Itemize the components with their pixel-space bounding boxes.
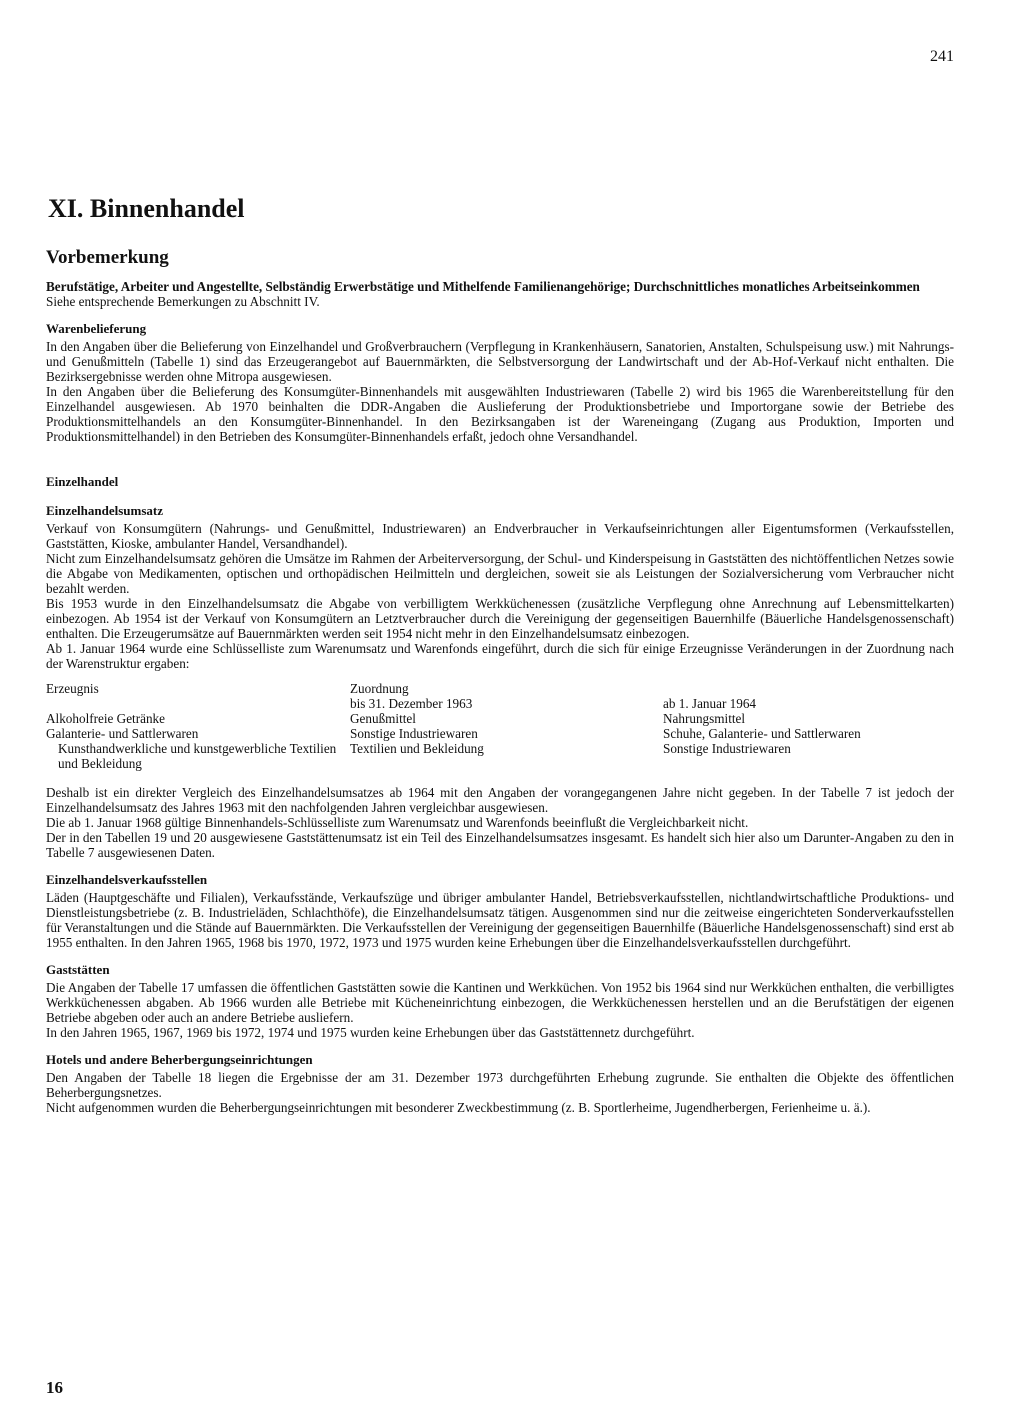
intro-text: Siehe entsprechende Bemerkungen zu Abschnitt IV.	[46, 294, 320, 309]
umsatz-paragraph-6: Die ab 1. Januar 1968 gültige Binnenhandels-Schlüsselliste zum Warenumsatz und Warenfonds beeinflußt die Vergleichbarkeit nicht.	[46, 815, 749, 830]
footer-page-marker: 16	[46, 1378, 63, 1397]
page-number: 241	[930, 48, 954, 65]
table-cell-bis: Textilien und Bekleidung	[350, 741, 484, 756]
einzelhandel-heading: Einzelhandel	[46, 474, 119, 489]
table-cell-bis: Sonstige Industriewaren	[350, 726, 478, 741]
umsatz-paragraph-3: Bis 1953 wurde in den Einzelhandelsumsatz die Abgabe von verbilligtem Werkküchenessen (zusätzliche Verpflegung ohne Anrechnung auf Lebensmittelkarten) einbezogen. Ab 1954 ist der Verkauf von Konsumgütern an Letztverbraucher durch die Vereinigung der gegenseitigen Bauernhilfe (Bäuerliche Handelsgenossenschaft) enthalten. Die Erzeugerumsätze auf Bauernmärkten werden seit 1954 nicht mehr in den Einzelhandelsumsatz einbezogen.	[46, 596, 954, 641]
umsatz-paragraph-5: Deshalb ist ein direkter Vergleich des Einzelhandelsumsatzes ab 1964 mit den Angaben der vorangegangenen Jahre nicht gegeben. In der Tabelle 7 ist jedoch der Einzelhandelsumsatz des Jahres 1963 mit den nachfolgenden Jahren vergleichbar ausgewiesen.	[46, 785, 954, 815]
zuordnung-bis-column	[350, 681, 663, 771]
zuordnung-ab-column	[663, 681, 954, 771]
gaststaetten-paragraph-2: In den Jahren 1965, 1967, 1969 bis 1972, 1974 und 1975 wurden keine Erhebungen über das Gaststättennetz durchgeführt.	[46, 1025, 695, 1040]
hotels-heading: Hotels und andere Beherbergungseinrichtungen	[46, 1052, 313, 1067]
section-title: Vorbemerkung	[46, 247, 169, 268]
gaststaetten-paragraph-1: Die Angaben der Tabelle 17 umfassen die öffentlichen Gaststätten sowie die Kantinen und Werkküchen. Von 1952 bis 1964 sind nur Werkküchen enthalten, die verbilligtes Werkküchenessen abgaben. Ab 1966 wurden alle Betriebe mit Kücheneinrichtung einbezogen, die Werkküchenessen herstellen und an die Berufstätigen der eigenen Betriebe abgeben oder auch an andere Betriebe ausliefern.	[46, 980, 954, 1025]
umsatz-paragraph-7: Der in den Tabellen 19 und 20 ausgewiesene Gaststättenumsatz ist ein Teil des Einzelhandelsumsatzes insgesamt. Es handelt sich hier also um Darunter-Angaben zu den in Tabelle 7 ausgewiesenen Daten.	[46, 830, 954, 860]
hotels-paragraph-1: Den Angaben der Tabelle 18 liegen die Ergebnisse der am 31. Dezember 1973 durchgeführten Erhebung zugrunde. Sie enthalten die Objekte des öffentlichen Beherbergungsnetzes.	[46, 1070, 954, 1100]
document-body	[46, 247, 954, 1115]
umsatz-paragraph-1: Verkauf von Konsumgütern (Nahrungs- und Genußmittel, Industriewaren) an Endverbraucher in Verkaufseinrichtungen aller Eigentumsformen (Verkaufsstellen, Gaststätten, Kioske, ambulanter Handel, Versandhandel).	[46, 521, 954, 551]
warenbelieferung-heading: Warenbelieferung	[46, 321, 147, 336]
table-cell-erzeugnis: Alkoholfreie Getränke	[46, 711, 166, 726]
verkaufsstellen-paragraph-1: Läden (Hauptgeschäfte und Filialen), Verkaufsstände, Verkaufszüge und übriger ambulanter Handel, Betriebsverkaufsstellen, nichtlandwirtschaftliche Produktions- und Dienstleistungsbetriebe (z. B. Industrieläden, Schlachthöfe), die Einzelhandelsumsatz tätigen. Ausgenommen sind nur die zeitweise eingerichteten Sonderverkaufsstellen für Veranstaltungen und die Stände auf Bauernmärkten. Die Verkaufsstellen der Vereinigung der gegenseitigen Bauernhilfe (Bäuerliche Handelsgenossenschaft) sind erst ab 1955 enthalten. In den Jahren 1965, 1968 bis 1970, 1972, 1973 und 1975 wurden keine Erhebungen über die Einzelhandelsverkaufsstellen durchgeführt.	[46, 890, 954, 950]
intro-heading: Berufstätige, Arbeiter und Angestellte, Selbständig Erwerbstätige und Mithelfende Familienangehörige; Durchschnittliches monatliches Arbeitseinkommen	[46, 279, 920, 294]
verkaufsstellen-heading: Einzelhandelsverkaufsstellen	[46, 872, 208, 887]
zuordnung-bis-header: Zuordnung bis 31. Dezember 1963	[350, 681, 473, 711]
gaststaetten-heading: Gaststätten	[46, 962, 110, 977]
table-cell-bis: Genußmittel	[350, 711, 416, 726]
table-cell-erzeugnis: Kunsthandwerkliche und kunstgewerbliche Textilien und Bekleidung	[58, 741, 337, 771]
table-cell-erzeugnis: Galanterie- und Sattlerwaren	[46, 726, 199, 741]
table-cell-ab: Sonstige Industriewaren	[663, 741, 791, 756]
hotels-paragraph-2: Nicht aufgenommen wurden die Beherbergungseinrichtungen mit besonderer Zweckbestimmung (z. B. Sportlerheime, Jugendherbergen, Ferienheime u. ä.).	[46, 1100, 871, 1115]
erzeugnis-column	[46, 681, 350, 771]
umsatz-paragraph-2: Nicht zum Einzelhandelsumsatz gehören die Umsätze im Rahmen der Arbeiterversorgung, der Schul- und Kinderspeisung in Gaststätten des nichtöffentlichen Netzes sowie die Abgabe von Medikamenten, optischen und orthopädischen Heilmitteln und dergleichen, soweit sie als Leistungen der Sozialversicherung vom Verbraucher nicht bezahlt werden.	[46, 551, 954, 596]
einzelhandelsumsatz-heading: Einzelhandelsumsatz	[46, 503, 164, 518]
zuordnung-table	[46, 681, 954, 771]
table-cell-ab: Schuhe, Galanterie- und Sattlerwaren	[663, 726, 861, 741]
umsatz-paragraph-4: Ab 1. Januar 1964 wurde eine Schlüsselliste zum Warenumsatz und Warenfonds eingeführt, durch die sich für einige Erzeugnisse Veränderungen in der Zuordnung nach der Warenstruktur ergaben:	[46, 641, 954, 671]
zuordnung-ab-header: ab 1. Januar 1964	[663, 696, 757, 711]
warenbelieferung-paragraph-2: In den Angaben über die Belieferung des Konsumgüter-Binnenhandels mit ausgewählten Industriewaren (Tabelle 2) wird bis 1965 die Warenbereitstellung für den Einzelhandel ausgewiesen. Ab 1970 beinhalten die DDR-Angaben die Auslieferung der Produktionsbetriebe und Importorgane sowie der Betriebe des Produktionsmittelhandels an den Konsumgüter-Binnenhandel. In den Bezirksangaben ist der Wareneingang (Zugang aus Produktion, Importen und Produktionsmittelhandel) in den Betrieben des Konsumgüter-Binnenhandels erfaßt, jedoch ohne Versandhandel.	[46, 384, 954, 444]
chapter-title: XI. Binnenhandel	[48, 194, 245, 223]
table-cell-ab: Nahrungsmittel	[663, 711, 746, 726]
erzeugnis-header: Erzeugnis	[46, 681, 99, 696]
warenbelieferung-paragraph-1: In den Angaben über die Belieferung von Einzelhandel und Großverbrauchern (Verpflegung in Krankenhäusern, Sanatorien, Anstalten, Schulspeisung usw.) mit Nahrungs- und Genußmitteln (Tabelle 1) sind das Erzeugerangebot auf Bauernmärkten, die Selbstversorgung der Landwirtschaft und der Ab-Hof-Verkauf nicht enthalten. Die Bezirksergebnisse werden ohne Mitropa ausgewiesen.	[46, 339, 954, 384]
